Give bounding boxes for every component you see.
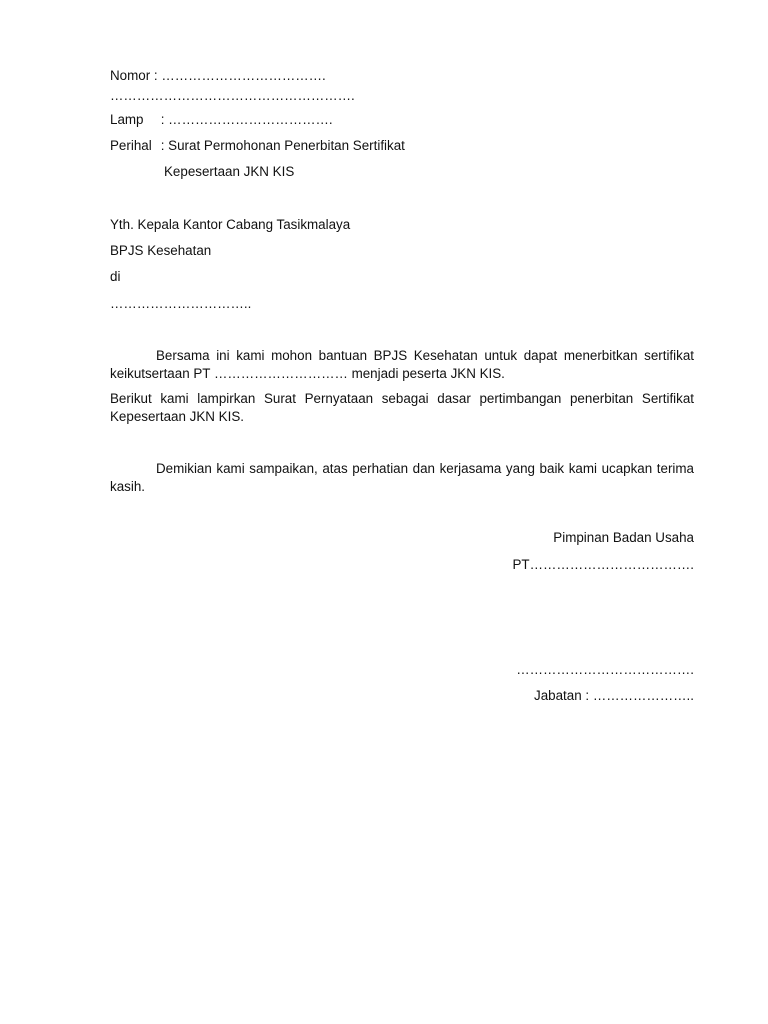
signature-title: Pimpinan Badan Usaha	[553, 530, 694, 545]
recipient-line-4: …………………………..	[110, 296, 252, 311]
signature-name-line: ………………………………….	[516, 662, 694, 677]
perihal-continuation: Kepesertaan JKN KIS	[164, 164, 295, 179]
perihal-value: : Surat Permohonan Penerbitan Sertifikat	[160, 138, 405, 153]
body-paragraph-3	[110, 460, 694, 496]
nomor-continuation: ……………………………………………….	[110, 88, 355, 103]
body-paragraph-3-text: Demikian kami sampaikan, atas perhatian dan kerjasama yang baik kami ucapkan terima kasih.	[110, 461, 694, 494]
nomor-line	[110, 67, 326, 85]
body-paragraph-1-text: Bersama ini kami mohon bantuan BPJS Kesehatan untuk dapat menerbitkan sertifikat keikutsertaan PT ………………………… menjadi peserta JKN KIS.	[110, 348, 694, 381]
perihal-label: Perihal	[110, 138, 152, 153]
lamp-line	[110, 111, 333, 129]
recipient-line-1: Yth. Kepala Kantor Cabang Tasikmalaya	[110, 217, 351, 232]
perihal-line	[110, 137, 405, 155]
nomor-value: : ……………………………….	[153, 68, 326, 83]
body-paragraph-1	[110, 347, 694, 383]
recipient-line-2: BPJS Kesehatan	[110, 243, 212, 258]
body-paragraph-2: Berikut kami lampirkan Surat Pernyataan sebagai dasar pertimbangan penerbitan Sertifikat Kepesertaan JKN KIS.	[110, 391, 694, 424]
signature-position: Jabatan : …………………..	[534, 688, 694, 703]
recipient-line-3: di	[110, 269, 121, 284]
lamp-label: Lamp	[110, 112, 144, 127]
lamp-value: : ……………………………….	[160, 112, 333, 127]
nomor-label: Nomor	[110, 68, 151, 83]
signature-company: PT……………………………….	[512, 557, 694, 572]
